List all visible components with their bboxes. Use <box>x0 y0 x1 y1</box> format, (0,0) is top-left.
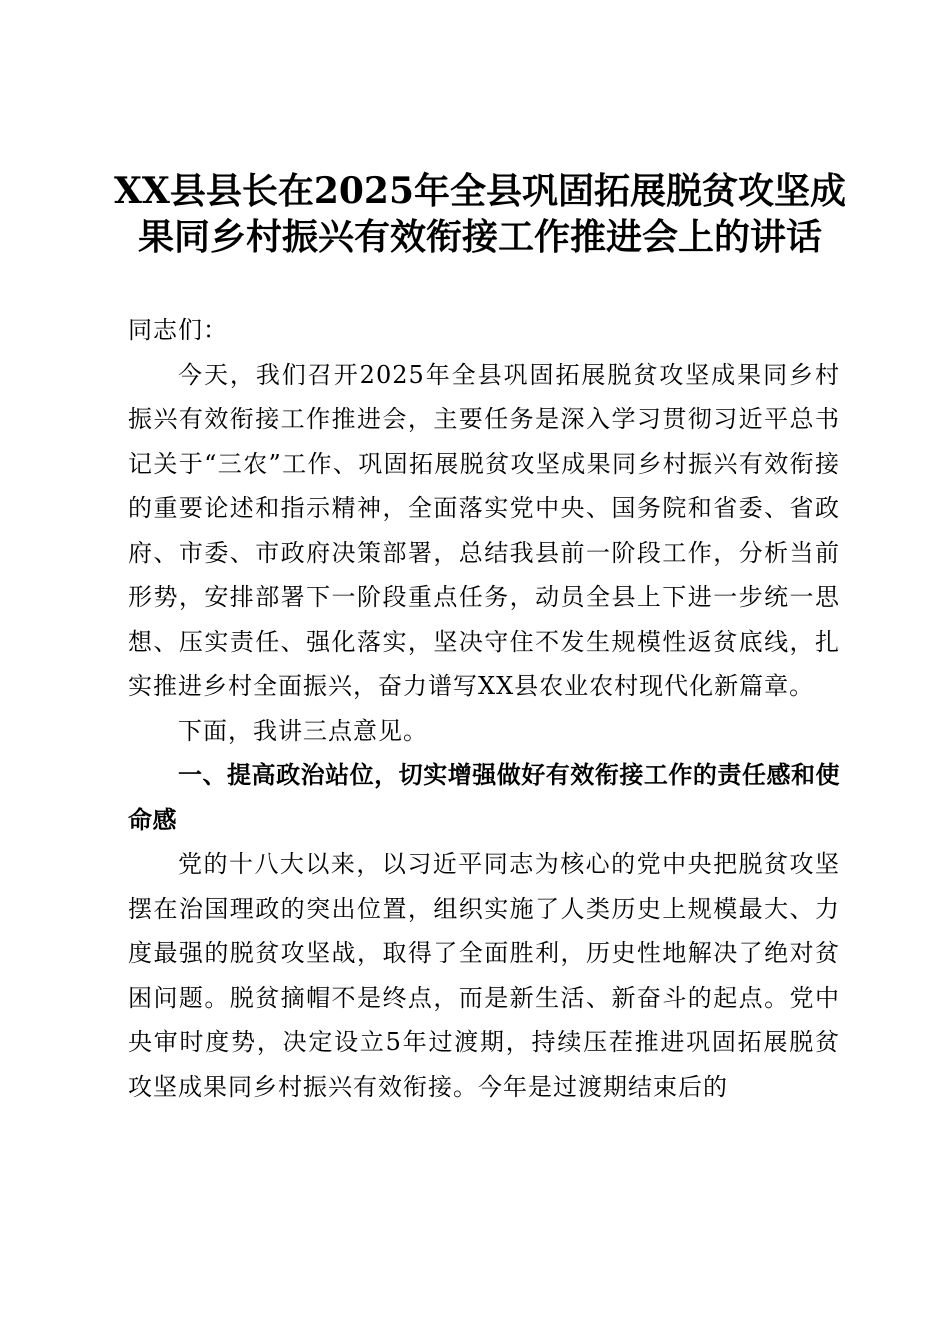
paragraph-transition: 下面，我讲三点意见。 <box>178 716 428 745</box>
section-heading-1: 一、提高政治站位，切实增强做好有效衔接工作的责任感和使命感 <box>128 761 840 834</box>
paragraph-opening: 今天，我们召开2025年全县巩固拓展脱贫攻坚成果同乡村振兴有效衔接工作推进会，主要任务是深入学习贯彻习近平总书记关于“三农”工作、巩固拓展脱贫攻坚成果同乡村振兴有效衔接的重要论述和指示精神，全面落实党中央、国务院和省委、省政府、市委、市政府决策部署，总结我县前一阶段工作，分析当前形势，安排部署下一阶段重点任务，动员全县上下进一步统一思想、压实责任、强化落实，坚决守住不发生规模性返贫底线，扎实推进乡村全面振兴，奋力谱写XX县农业农村现代化新篇章。 <box>128 360 840 700</box>
title-line-2: 果同乡村振兴有效衔接工作推进会上的讲话 <box>137 216 822 258</box>
document-body <box>128 308 840 1109</box>
paragraph-section-1: 党的十八大以来，以习近平同志为核心的党中央把脱贫攻坚摆在治国理政的突出位置，组织实施了人类历史上规模最大、力度最强的脱贫攻坚战，取得了全面胜利，历史性地解决了绝对贫困问题。脱贫摘帽不是终点，而是新生活、新奋斗的起点。党中央审时度势，决定设立5年过渡期，持续压茬推进巩固拓展脱贫攻坚成果同乡村振兴有效衔接。今年是过渡期结束后的 <box>128 850 840 1101</box>
salutation: 同志们： <box>128 316 228 344</box>
document-title <box>110 168 850 260</box>
title-line-1: XX县县长在2025年全县巩固拓展脱贫攻坚成 <box>113 170 847 212</box>
